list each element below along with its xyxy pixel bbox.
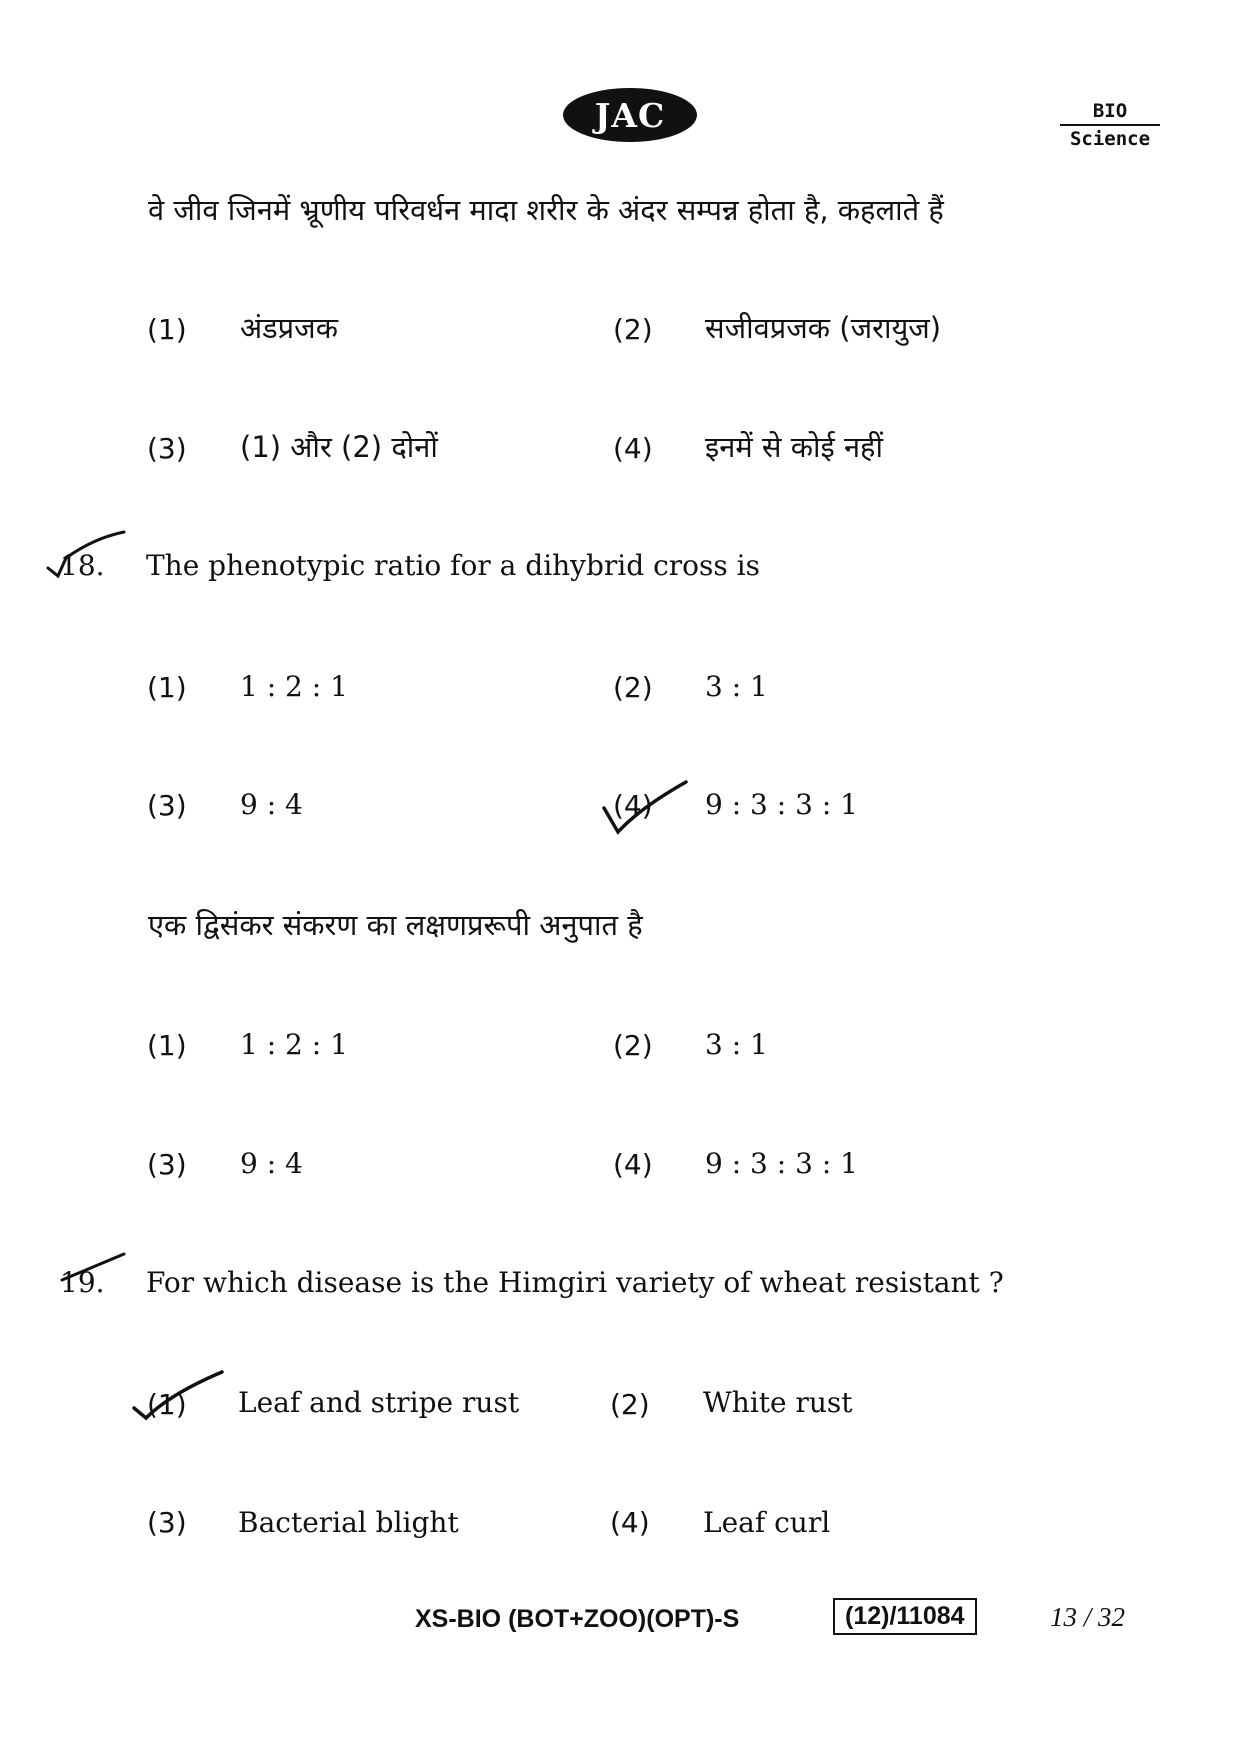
jac-logo: JAC (563, 88, 697, 142)
question-18-text: The phenotypic ratio for a dihybrid cross is (146, 549, 760, 582)
q18-hindi-option-3-text: 9 : 4 (240, 1147, 303, 1180)
q18-option-3-number: (3) (147, 789, 187, 822)
page-number: 13 / 32 (1050, 1602, 1126, 1632)
question-18-hindi-text: एक द्विसंकर संकरण का लक्षणप्ररूपी अनुपात है (148, 908, 643, 942)
q18-hindi-option-2-number: (2) (613, 1029, 653, 1062)
q17-option-4-number: (4) (613, 432, 653, 465)
q19-option-1-number: (1) (147, 1388, 187, 1421)
question-18-number: 18. (60, 549, 105, 582)
q19-option-3-number: (3) (147, 1506, 187, 1539)
q19-option-1-text: Leaf and stripe rust (238, 1386, 520, 1419)
q18-option-2-number: (2) (613, 671, 653, 704)
q19-option-4-text: Leaf curl (703, 1506, 831, 1539)
paper-code: XS-BIO (BOT+ZOO)(OPT)-S (415, 1605, 740, 1633)
q17-option-4-text: इनमें से कोई नहीं (705, 430, 883, 464)
q18-option-1-number: (1) (147, 671, 187, 704)
q17-option-3-number: (3) (147, 432, 187, 465)
checkmark-icon (600, 778, 690, 840)
q17-option-2-text: सजीवप्रजक (जरायुज) (705, 311, 942, 345)
q19-option-4-number: (4) (610, 1506, 650, 1539)
question-17-hindi-text: वे जीव जिनमें भ्रूणीय परिवर्धन मादा शरीर के अंदर सम्पन्न होता है, कहलाते हैं (148, 193, 944, 227)
q17-option-1-text: अंडप्रजक (240, 311, 338, 345)
q17-option-2-number: (2) (613, 313, 653, 346)
q17-option-1-number: (1) (147, 313, 187, 346)
booklet-code: (12)/11084 (833, 1598, 977, 1635)
q19-option-2-text: White rust (703, 1386, 853, 1419)
checkmark-icon (44, 528, 130, 580)
subject-label (1060, 100, 1160, 150)
checkmark-icon (130, 1368, 226, 1424)
q18-hindi-option-4-number: (4) (613, 1148, 653, 1181)
q19-option-3-text: Bacterial blight (238, 1506, 459, 1539)
q19-option-2-number: (2) (610, 1388, 650, 1421)
q18-option-4-text: 9 : 3 : 3 : 1 (705, 788, 858, 821)
q18-hindi-option-4-text: 9 : 3 : 3 : 1 (705, 1147, 858, 1180)
q18-hindi-option-1-number: (1) (147, 1029, 187, 1062)
question-19-text: For which disease is the Himgiri variety of wheat resistant ? (146, 1266, 1004, 1299)
q17-option-3-text: (1) और (2) दोनों (240, 430, 438, 464)
question-19-number: 19. (60, 1266, 105, 1299)
q18-option-3-text: 9 : 4 (240, 788, 303, 821)
subject-top: BIO (1060, 100, 1160, 126)
q18-option-4-number: (4) (613, 789, 653, 822)
q18-option-2-text: 3 : 1 (705, 670, 768, 703)
q18-hindi-option-3-number: (3) (147, 1148, 187, 1181)
subject-bottom: Science (1069, 128, 1151, 150)
q18-hindi-option-1-text: 1 : 2 : 1 (240, 1028, 348, 1061)
checkmark-icon (56, 1250, 128, 1290)
q18-hindi-option-2-text: 3 : 1 (705, 1028, 768, 1061)
q18-option-1-text: 1 : 2 : 1 (240, 670, 348, 703)
